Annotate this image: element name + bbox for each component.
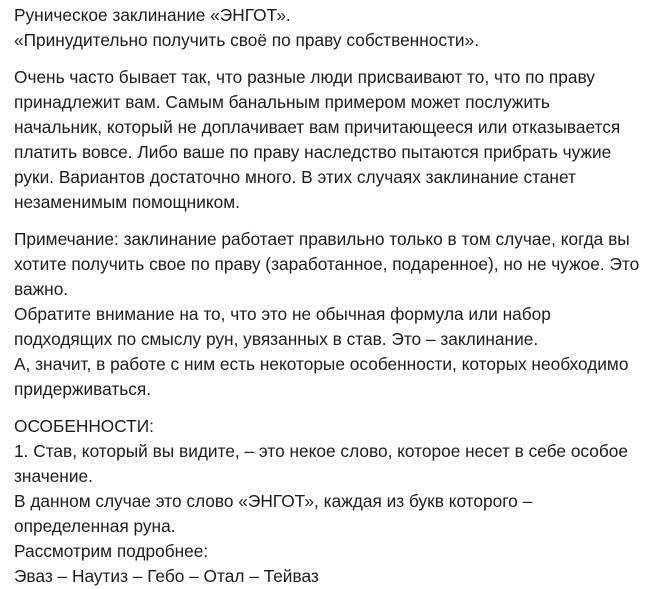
subtitle-line: «Принудительно получить своё по праву собственности».	[14, 30, 479, 50]
text-line: принадлежит вам. Самым банальным примером может послужить	[14, 92, 550, 112]
text-line: важно.	[14, 279, 69, 299]
text-line: придерживаться.	[14, 379, 152, 399]
text-line: определенная руна.	[14, 516, 176, 536]
text-line: А, значит, в работе с ним есть некоторые особенности, которых необходимо	[14, 354, 629, 374]
title-line: Руническое заклинание «ЭНГОТ».	[14, 5, 291, 25]
title-paragraph	[14, 0, 664, 53]
text-line: платить вовсе. Либо ваше по праву наследство пытаются прибрать чужие	[14, 142, 612, 162]
text-line: В данном случае это слово «ЭНГОТ», каждая из букв которого –	[14, 491, 533, 511]
text-line: Примечание: заклинание работает правильно только в том случае, когда вы	[14, 229, 630, 249]
document-body	[14, 0, 664, 589]
features-heading: ОСОБЕННОСТИ:	[14, 416, 154, 436]
text-line: Обратите внимание на то, что это не обычная формула или набор	[14, 304, 551, 324]
text-line: подходящих по смыслу рун, увязанных в став. Это – заклинание.	[14, 329, 539, 349]
text-line: Очень часто бывает так, что разные люди присваивают то, что по праву	[14, 67, 595, 87]
note-paragraph	[14, 227, 664, 402]
text-line: Рассмотрим подробнее:	[14, 541, 209, 561]
text-line: значение.	[14, 466, 93, 486]
text-line: руки. Вариантов достаточно много. В этих случаях заклинание станет	[14, 167, 576, 187]
text-line: 1. Став, который вы видите, – это некое слово, которое несет в себе особое	[14, 441, 628, 461]
text-line: начальник, который не доплачивает вам причитающееся или отказывается	[14, 117, 621, 137]
features-paragraph	[14, 414, 664, 589]
text-line: незаменимым помощником.	[14, 192, 240, 212]
intro-paragraph	[14, 65, 664, 215]
rune-sequence: Эваз – Наутиз – Гебо – Отал – Тейваз	[14, 566, 319, 586]
text-line: хотите получить свое по праву (заработанное, подаренное), но не чужое. Это	[14, 254, 640, 274]
